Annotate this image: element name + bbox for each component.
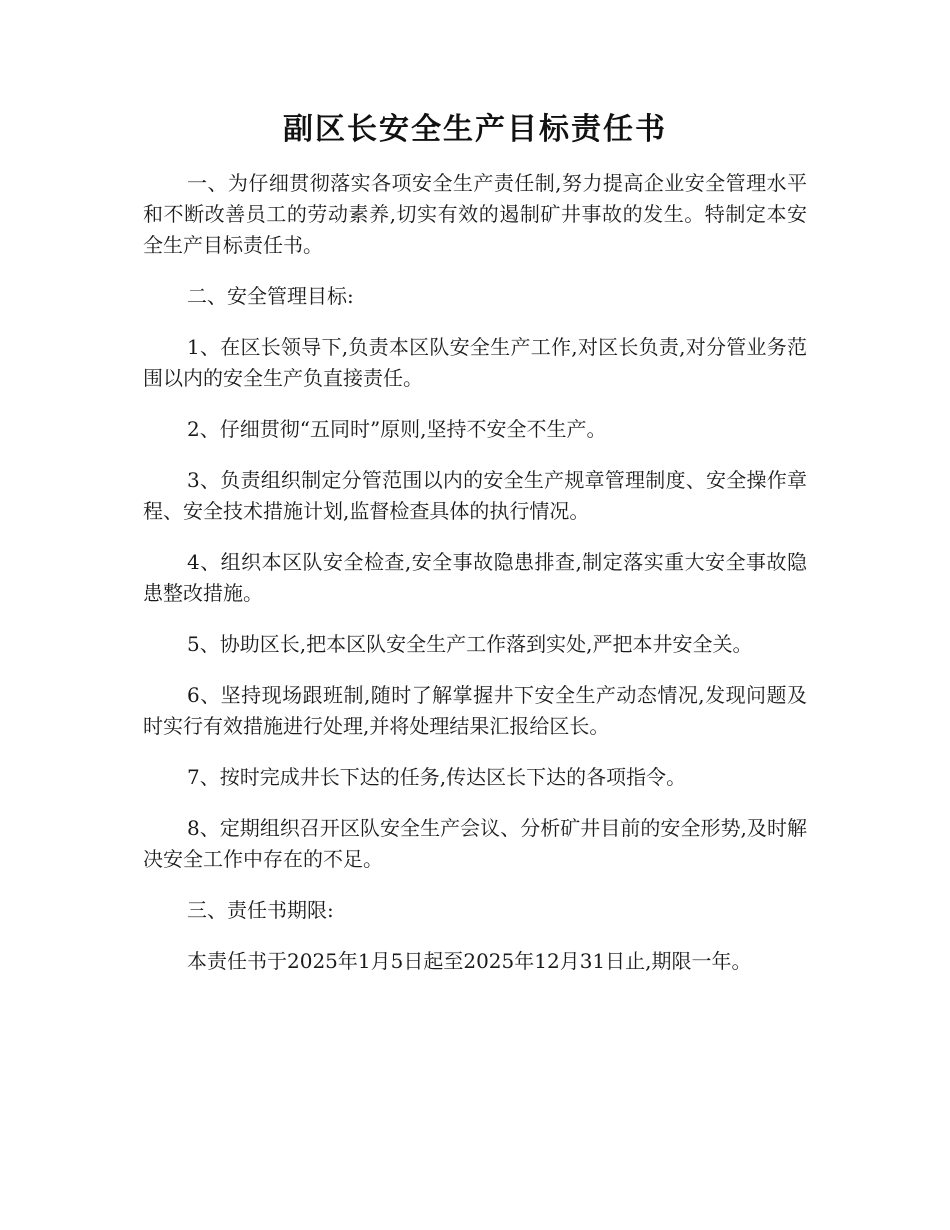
goal-item-8: 8、定期组织召开区队安全生产会议、分析矿井目前的安全形势,及时解决安全工作中存在的不足。 <box>143 816 807 871</box>
goal-item-7: 7、按时完成井长下达的任务,传达区长下达的各项指令。 <box>187 765 687 789</box>
goal-item-5: 5、协助区长,把本区队安全生产工作落到实处,严把本井安全关。 <box>187 632 753 656</box>
goal-item-1: 1、在区长领导下,负责本区队安全生产工作,对区长负责,对分管业务范围以内的安全生产负直接责任。 <box>143 335 807 390</box>
goal-item-6: 6、坚持现场跟班制,随时了解掌握井下安全生产动态情况,发现问题及时实行有效措施进行处理,并将处理结果汇报给区长。 <box>143 683 807 738</box>
term-paragraph: 本责任书于2025年1月5日起至2025年12月31日止,期限一年。 <box>187 949 752 973</box>
section-heading-term: 三、责任书期限: <box>187 898 334 922</box>
document-title: 副区长安全生产目标责任书 <box>283 112 667 147</box>
document-body <box>143 168 807 997</box>
goal-item-3: 3、负责组织制定分管范围以内的安全生产规章管理制度、安全操作章程、安全技术措施计划,监督检查具体的执行情况。 <box>143 468 807 523</box>
section-heading-goals: 二、安全管理目标: <box>187 284 354 308</box>
goal-item-4: 4、组织本区队安全检查,安全事故隐患排查,制定落实重大安全事故隐患整改措施。 <box>143 550 807 605</box>
goal-item-2: 2、仔细贯彻“五同时”原则,坚持不安全不生产。 <box>187 417 607 441</box>
paragraph-purpose: 一、为仔细贯彻落实各项安全生产责任制,努力提高企业安全管理水平和不断改善员工的劳动素养,切实有效的遏制矿井事故的发生。特制定本安全生产目标责任书。 <box>143 171 807 257</box>
